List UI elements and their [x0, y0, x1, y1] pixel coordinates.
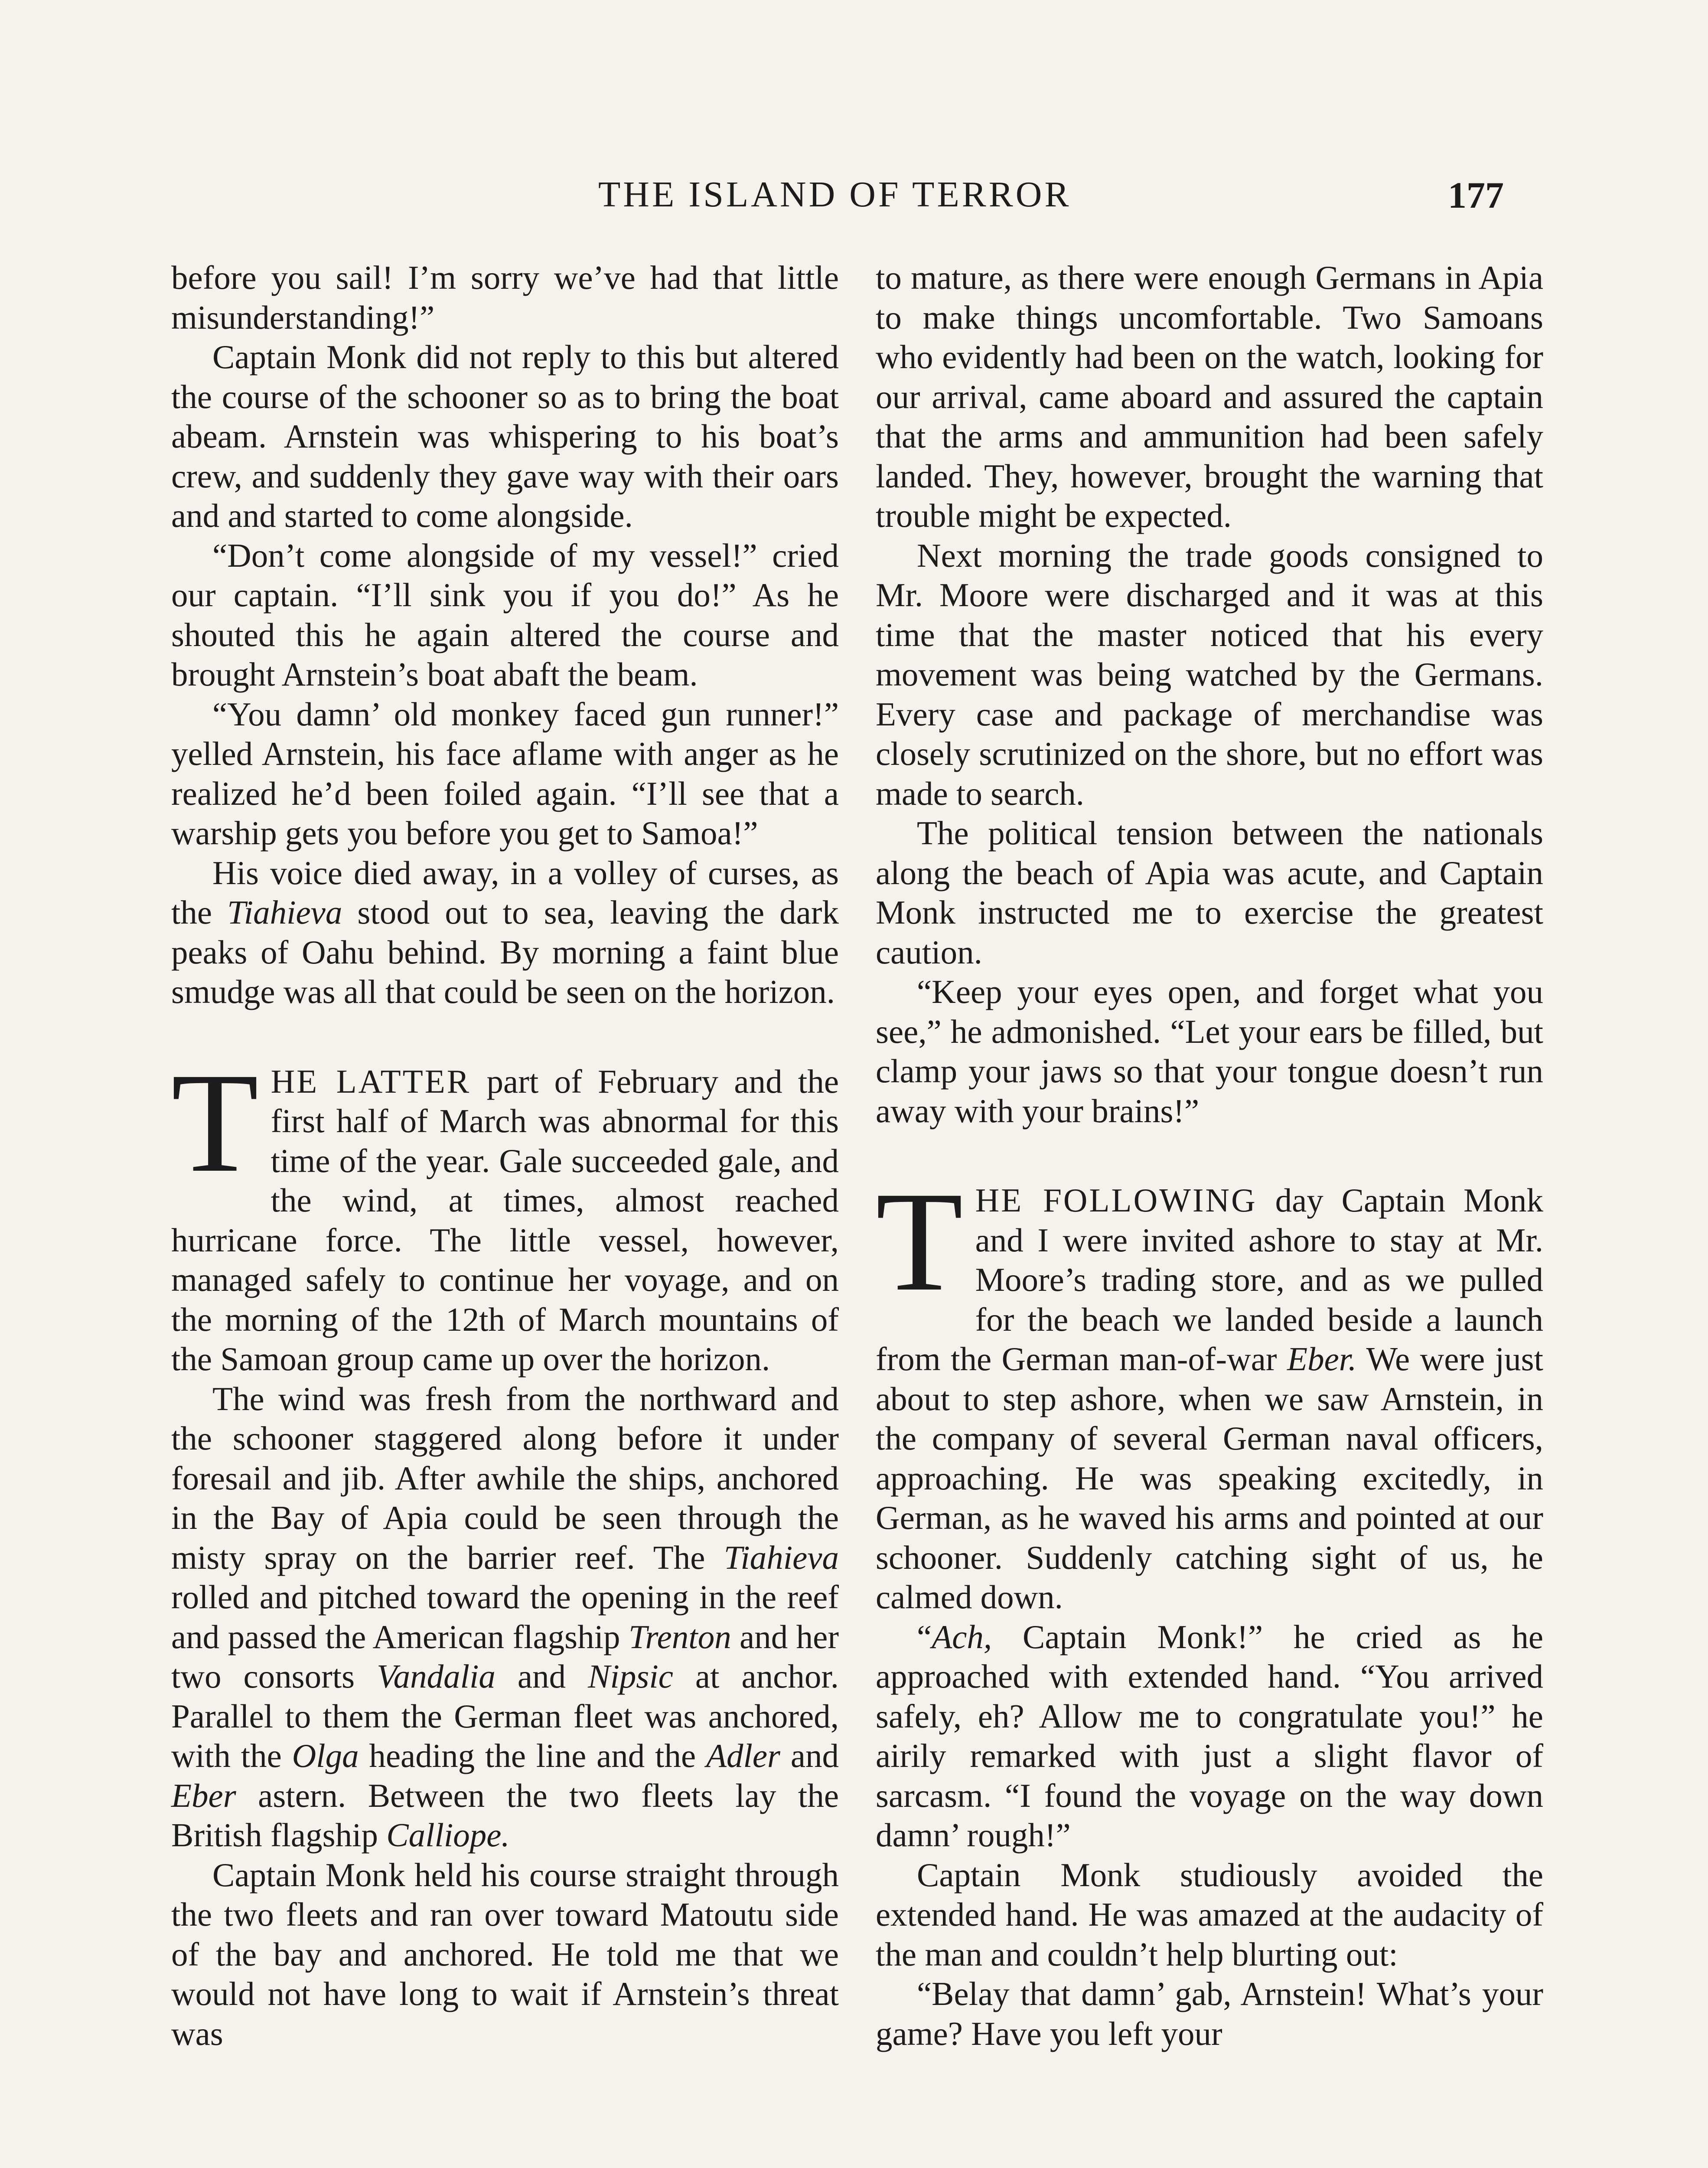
- running-title: THE ISLAND OF TERROR: [598, 174, 1072, 215]
- right-column: [876, 258, 1543, 2054]
- section-opening-paragraph: THE FOLLOWING day Captain Monk and I were invited ashore to stay at Mr. Moore’s trading store, and as we pulled for the beach we landed beside a launch from the German man-of-war Eber. We were just about to step ashore, when we saw Arnstein, in the company of several German naval officers, approaching. He was speaking excitedly, in German, as he waved his arms and pointed at our schooner. Suddenly catching sight of us, he calmed down.: [876, 1162, 1543, 1616]
- ship-name: Trenton: [628, 1618, 731, 1655]
- paragraph: Captain Monk did not reply to this but altered the course of the schooner so as to bring the boat abeam. Arnstein was whispering to his boat’s crew, and suddenly they gave way with their oars and and started to come alongside.: [171, 338, 839, 534]
- ship-name: Eber: [171, 1776, 236, 1814]
- paragraph: “You damn’ old monkey faced gun runner!” yelled Arnstein, his face aflame with anger as he realized he’d been foiled again. “I’ll see that a warship gets you before you get to Samoa!”: [171, 695, 839, 852]
- paragraph: before you sail! I’m sorry we’ve had that little misunderstanding!”: [171, 259, 839, 336]
- paragraph: Next morning the trade goods consigned to Mr. Moore were discharged and it was at this time that the master noticed that his every movement was being watched by the Germans. Every case and package of merchandise was closely scrutinized on the shore, but no effort was made to search.: [876, 536, 1543, 812]
- left-column: [171, 258, 839, 2054]
- drop-cap: T: [876, 1162, 963, 1321]
- ship-name: Vandalia: [377, 1658, 495, 1695]
- drop-cap: T: [171, 1043, 259, 1202]
- paragraph: Captain Monk held his course straight through the two fleets and ran over toward Matoutu side of the bay and anchored. He told me that we would not have long to wait if Arnstein’s threat was: [171, 1856, 839, 2052]
- paragraph: The political tension between the nationals along the beach of Apia was acute, and Captain Monk instructed me to exercise the greatest caution.: [876, 814, 1543, 971]
- ship-name: Calliope.: [386, 1816, 510, 1854]
- section-lead-words: HE LATTER: [271, 1062, 471, 1100]
- section-break: [876, 1162, 1543, 1617]
- page-header: [0, 173, 1708, 225]
- ship-name: Tiahieva: [724, 1538, 839, 1576]
- paragraph: “Ach, Captain Monk!” he cried as he approached with extended hand. “You arrived safely, eh? Allow me to congratulate you!” he airily remarked with just a slight flavor of sarcasm. “I found the voyage on the way down damn’ rough!”: [876, 1618, 1543, 1854]
- paragraph: to mature, as there were enough Germans in Apia to make things uncomfortable. Two Samoans who evidently had been on the watch, looking for our arrival, came aboard and assured the captain that the arms and ammunition had been safely landed. They, however, brought the warning that trouble might be expected.: [876, 259, 1543, 534]
- ship-name: Tiahieva: [227, 894, 342, 931]
- foreign-word: Ach,: [932, 1618, 992, 1655]
- section-opening-paragraph: THE LATTER part of February and the first half of March was abnormal for this time of the year. Gale succeeded gale, and the wind, at times, almost reached hurricane force. The little vessel, however, managed safely to continue her voyage, and on the morning of the 12th of March mountains of the Samoan group came up over the horizon.: [171, 1043, 839, 1378]
- paragraph: “Belay that damn’ gab, Arnstein! What’s your game? Have you left your: [876, 1975, 1543, 2052]
- ship-name: Eber.: [1287, 1340, 1357, 1378]
- section-break: [171, 1043, 839, 1379]
- paragraph: “Don’t come alongside of my vessel!” cried our captain. “I’ll sink you if you do!” As he shouted this he again altered the course and brought Arnstein’s boat abaft the beam.: [171, 536, 839, 693]
- ship-name: Adler: [706, 1737, 781, 1774]
- ship-name: Olga: [292, 1737, 359, 1774]
- paragraph: “Keep your eyes open, and forget what you see,” he admonished. “Let your ears be filled, but clamp your jaws so that your tongue doesn’t run away with your brains!”: [876, 973, 1543, 1130]
- paragraph: The wind was fresh from the northward and the schooner staggered along before it under foresail and jib. After awhile the ships, anchored in the Bay of Apia could be seen through the misty spray on the barrier reef. The Tiahieva rolled and pitched toward the opening in the reef and passed the American flagship Trenton and her two consorts Vandalia and Nipsic at anchor. Parallel to them the German fleet was anchored, with the Olga heading the line and the Adler and Eber astern. Between the two fleets lay the British flagship Calliope.: [171, 1380, 839, 1854]
- paragraph: Captain Monk studiously avoided the extended hand. He was amazed at the audacity of the man and couldn’t help blurting out:: [876, 1856, 1543, 1973]
- ship-name: Nipsic: [588, 1658, 673, 1695]
- page-number: 177: [1448, 174, 1504, 216]
- paragraph: His voice died away, in a volley of curses, as the Tiahieva stood out to sea, leaving the dark peaks of Oahu behind. By morning a faint blue smudge was all that could be seen on the horizon.: [171, 854, 839, 1010]
- section-lead-words: HE FOLLOWING: [975, 1182, 1257, 1219]
